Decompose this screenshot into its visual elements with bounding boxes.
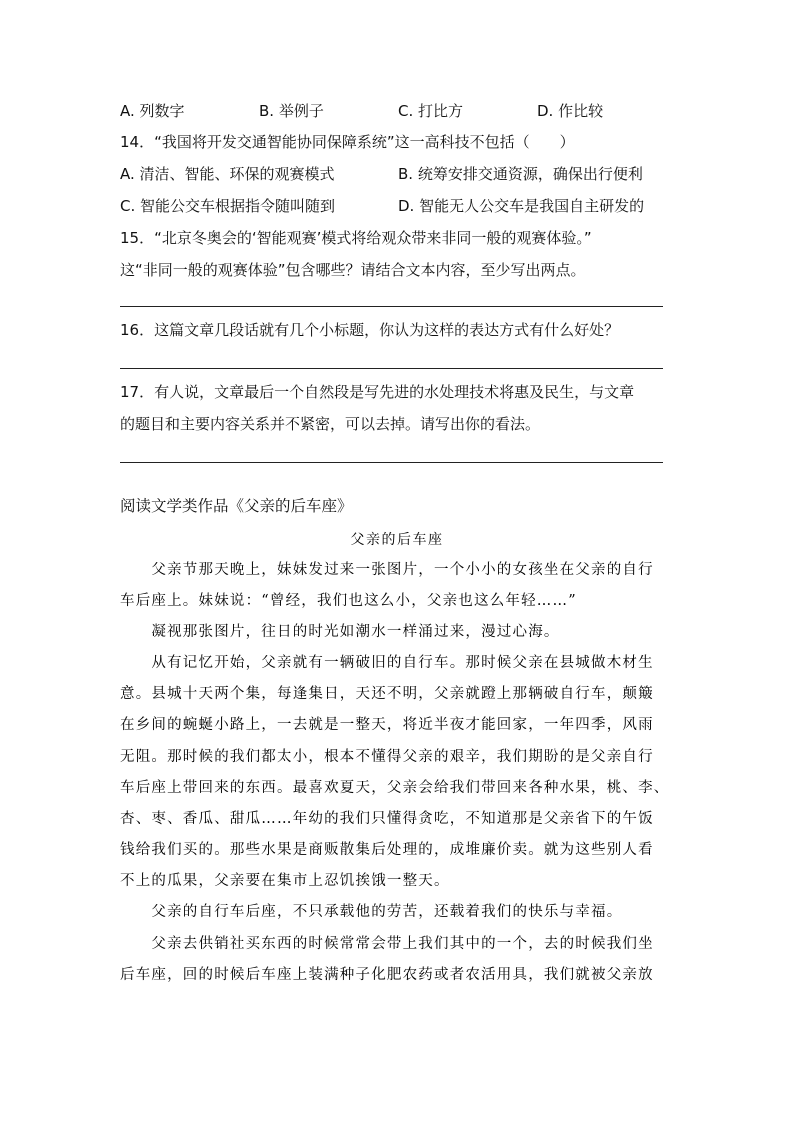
- passage-line: 意。县城十天两个集，每逢集日，天还不明，父亲就蹬上那辆破自行车，颠簸: [120, 686, 654, 702]
- passage-line: 父亲节那天晚上，妹妹发过来一张图片，一个小小的女孩坐在父亲的自行: [120, 562, 654, 578]
- option-text: 作比较: [558, 102, 604, 120]
- passage-line: 无阻。那时候的我们都太小，根本不懂得父亲的艰辛，我们期盼的是父亲自行: [120, 749, 654, 765]
- q15-line-1: 15．“北京冬奥会的‘智能观赛’模式将给观众带来非同一般的观赛体验。”: [120, 229, 592, 247]
- q15-line-2: 这“非同一般的观赛体验”包含哪些？请结合文本内容，至少写出两点。: [120, 261, 586, 279]
- q13-option-d: [537, 101, 603, 121]
- reading-intro: 阅读文学类作品《父亲的后车座》: [120, 497, 353, 515]
- passage-line: 在乡间的蜿蜒小路上，一去就是一整天，将近半夜才能回家，一年四季，风雨: [120, 717, 654, 733]
- q17-line-2: 的题目和主要内容关系并不紧密，可以去掉。请写出你的看法。: [120, 415, 541, 433]
- option-label: C.: [398, 102, 414, 120]
- option-text: 列数字: [139, 102, 185, 120]
- q14-stem: 14．“我国将开发交通智能协同保障系统”这一高科技不包括（ ）: [120, 133, 575, 151]
- option-text: 智能公交车根据指令随叫随到: [140, 197, 336, 215]
- passage-line: 从有记忆开始，父亲就有一辆破旧的自行车。那时候父亲在县城做木材生: [120, 655, 654, 671]
- q17-answer-line[interactable]: [120, 462, 663, 463]
- option-label: A.: [120, 165, 135, 183]
- passage-line: 父亲的自行车后座，不只承载他的劳苦，还载着我们的快乐与幸福。: [120, 904, 623, 920]
- option-text: 清洁、智能、环保的观赛模式: [139, 165, 335, 183]
- passage-line: 钱给我们买的。那些水果是商贩散集后处理的，成堆廉价卖。就为这些别人看: [120, 842, 654, 858]
- q14-option-b: [398, 164, 643, 184]
- option-text: 统筹安排交通资源，确保出行便利: [417, 165, 643, 183]
- q13-option-a: [120, 101, 185, 121]
- q16-line-1: 16．这篇文章几段话就有几个小标题，你认为这样的表达方式有什么好处？: [120, 321, 620, 339]
- passage-title: 父亲的后车座: [350, 532, 444, 548]
- q15-answer-line[interactable]: [120, 306, 663, 307]
- passage-line: 车后座上带回来的东西。最喜欢夏天，父亲会给我们带回来各种水果，桃、李、: [120, 780, 670, 796]
- option-label: A.: [120, 102, 135, 120]
- option-label: C.: [120, 197, 136, 215]
- option-label: D.: [537, 102, 554, 120]
- q14-option-c: [120, 196, 335, 216]
- q17-line-1: 17．有人说，文章最后一个自然段是写先进的水处理技术将惠及民生，与文章: [120, 383, 635, 401]
- q14-option-a: [120, 164, 335, 184]
- passage-line: 杏、枣、香瓜、甜瓜……年幼的我们只懂得贪吃，不知道那是父亲省下的午饭: [120, 811, 654, 827]
- option-label: B.: [398, 165, 414, 183]
- option-label: B.: [259, 102, 275, 120]
- q13-option-b: [259, 101, 324, 121]
- passage-line: 不上的瓜果，父亲要在集市上忍饥挨饿一整天。: [120, 873, 450, 889]
- option-text: 智能无人公交车是我国自主研发的: [419, 197, 645, 215]
- option-label: D.: [398, 197, 415, 215]
- passage-line: 凝视那张图片，往日的时光如潮水一样涌过来，漫过心海。: [120, 624, 560, 640]
- passage-line: 父亲去供销社买东西的时候常常会带上我们其中的一个，去的时候我们坐: [120, 936, 654, 952]
- q14-option-d: [398, 196, 644, 216]
- option-text: 打比方: [418, 102, 464, 120]
- q16-answer-line[interactable]: [120, 368, 663, 369]
- passage-line: 后车座，回的时候后车座上装满种子化肥农药或者农活用具，我们就被父亲放: [120, 967, 654, 983]
- passage-line: 车后座上。妹妹说：“曾经，我们也这么小，父亲也这么年轻……”: [120, 593, 577, 609]
- option-text: 举例子: [278, 102, 324, 120]
- q13-option-c: [398, 101, 463, 121]
